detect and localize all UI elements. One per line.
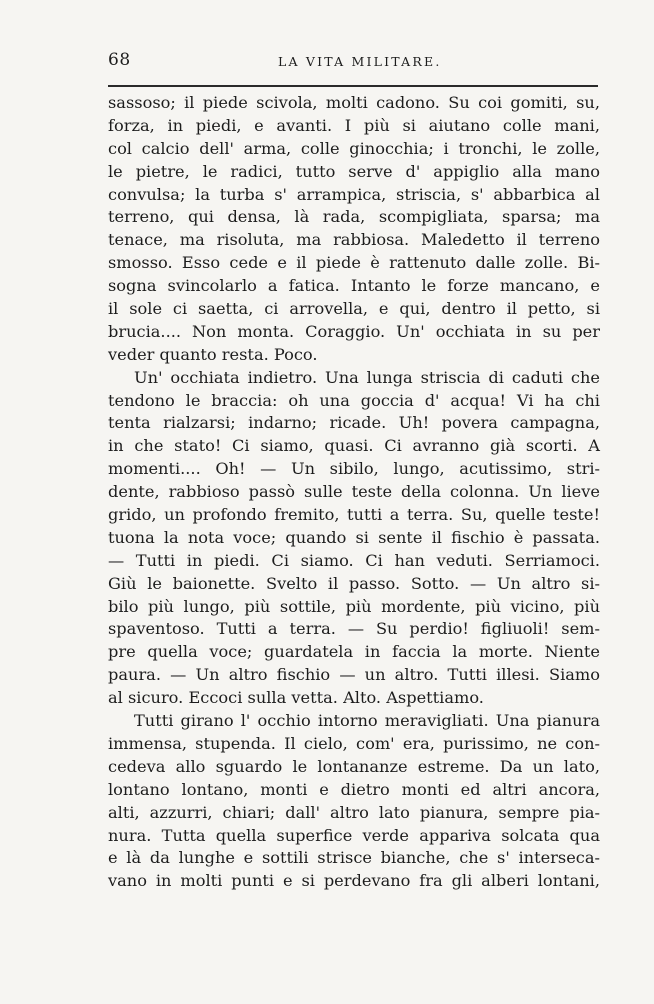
text-line: col calcio dell' arma, colle ginocchia; i tronchi, le zolle, [108, 138, 600, 158]
paragraph [108, 367, 600, 710]
text-line: momenti.... Oh! — Un sibilo, lungo, acutissimo, stri- [108, 459, 600, 479]
text-line: al sicuro. Eccoci sulla vetta. Alto. Aspettiamo. [108, 688, 484, 708]
text-line: forza, in piedi, e avanti. I più si aiutano colle mani, [108, 115, 600, 135]
text-line: Un' occhiata indietro. Una lunga striscia di caduti che [134, 367, 600, 387]
text-line: convulsa; la turba s' arrampica, striscia, s' abbarbica al [108, 184, 600, 204]
text-line: pre quella voce; guardatela in faccia la morte. Niente [108, 642, 600, 662]
page-number: 68 [108, 50, 131, 70]
text-line: sogna svincolarlo a fatica. Intanto le forze mancano, e [108, 276, 600, 296]
header-rule [108, 85, 598, 87]
running-title: LA VITA MILITARE. [278, 54, 442, 69]
text-line: vano in molti punti e si perdevano fra gli alberi lontani, [108, 871, 600, 891]
text-line: in che stato! Ci siamo, quasi. Ci avranno già scorti. A [108, 436, 600, 456]
text-line: alti, azzurri, chiari; dall' altro lato pianura, sempre pia- [108, 802, 600, 822]
body-text [108, 92, 600, 893]
text-line: tuona la nota voce; quando si sente il fischio è passata. [108, 527, 600, 547]
text-line: Tutti girano l' occhio intorno meravigliati. Una pianura [134, 711, 600, 731]
text-line: — Tutti in piedi. Ci siamo. Ci han veduti. Serriamoci. [108, 550, 600, 570]
text-line: nura. Tutta quella superfice verde appariva solcata qua [108, 825, 600, 845]
text-line: le pietre, le radici, tutto serve d' appiglio alla mano [108, 161, 600, 181]
text-line: spaventoso. Tutti a terra. — Su perdio! figliuoli! sem- [108, 619, 600, 639]
text-line: brucia.... Non monta. Coraggio. Un' occhiata in su per [108, 321, 600, 341]
text-line: cedeva allo sguardo le lontananze estreme. Da un lato, [108, 756, 600, 776]
text-line: tendono le braccia: oh una goccia d' acqua! Vi ha chi [108, 390, 600, 410]
text-line: immensa, stupenda. Il cielo, com' era, purissimo, ne con- [108, 733, 600, 753]
text-line: veder quanto resta. Poco. [108, 344, 318, 364]
text-line: tenta rialzarsi; indarno; ricade. Uh! povera campagna, [108, 413, 600, 433]
paragraph [108, 710, 600, 893]
text-line: dente, rabbioso passò sulle teste della colonna. Un lieve [108, 482, 600, 502]
text-line: e là da lunghe e sottili strisce bianche, che s' interseca- [108, 848, 600, 868]
text-line: grido, un profondo fremito, tutti a terra. Su, quelle teste! [108, 505, 600, 525]
text-line: tenace, ma risoluta, ma rabbiosa. Maledetto il terreno [108, 230, 600, 250]
text-line: terreno, qui densa, là rada, scompigliata, sparsa; ma [108, 207, 600, 227]
text-line: smosso. Esso cede e il piede è rattenuto dalle zolle. Bi- [108, 253, 600, 273]
text-line: sassoso; il piede scivola, molti cadono. Su coi gomiti, su, [108, 93, 600, 112]
page-header [108, 50, 598, 80]
paragraph [108, 92, 600, 367]
text-line: paura. — Un altro fischio — un altro. Tutti illesi. Siamo [108, 665, 600, 685]
text-line: Giù le baionette. Svelto il passo. Sotto. — Un altro si- [108, 573, 600, 593]
text-line: bilo più lungo, più sottile, più mordente, più vicino, più [108, 596, 600, 616]
text-line: lontano lontano, monti e dietro monti ed altri ancora, [108, 779, 600, 799]
text-line: il sole ci saetta, ci arrovella, e qui, dentro il petto, si [108, 299, 600, 319]
